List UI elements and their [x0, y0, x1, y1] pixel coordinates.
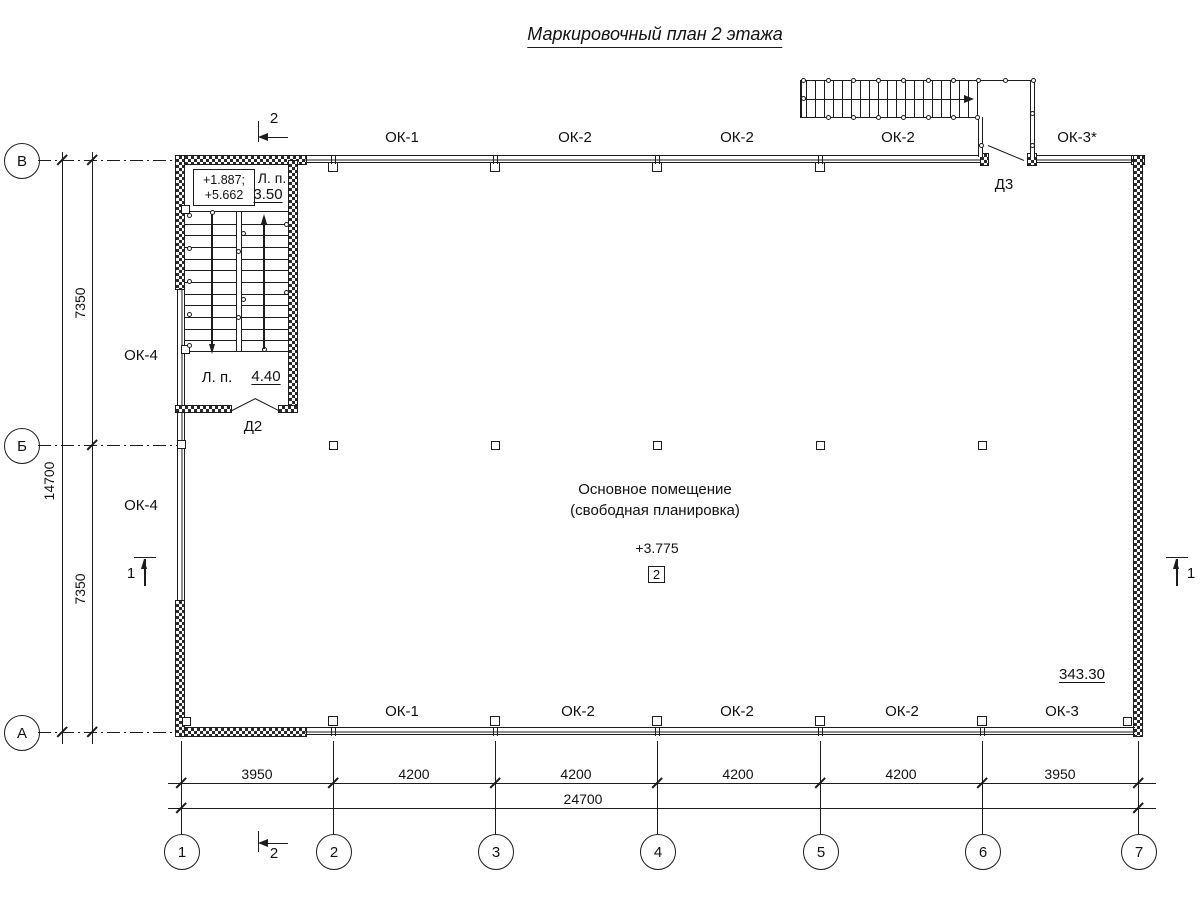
dim-text: 4200 — [722, 766, 754, 782]
dim-text: 4200 — [560, 766, 592, 782]
mullion-tick — [822, 155, 823, 164]
column-square — [815, 162, 825, 172]
stair-tread — [242, 247, 288, 248]
stair-tread — [185, 282, 236, 283]
axis-label: 2 — [329, 843, 339, 861]
section-marker-2-bottom-line — [266, 843, 288, 845]
ext-stair-post — [975, 115, 980, 120]
wall-right-hatched — [1133, 155, 1143, 737]
window-label-top: ОК-2 — [881, 129, 915, 146]
stair-tread — [242, 282, 288, 283]
ext-stair-post — [926, 78, 931, 83]
stair-arrow-up-stem — [263, 222, 265, 349]
mullion-tick — [335, 727, 336, 736]
section-marker-2-top-label: 2 — [269, 110, 279, 127]
ext-stair-tread — [851, 81, 852, 117]
ext-stair-post — [876, 78, 881, 83]
axis-label: 4 — [653, 843, 663, 861]
column-square — [815, 716, 825, 726]
extension-line — [181, 741, 182, 834]
stair-tread — [185, 317, 236, 318]
ext-stair-post — [901, 78, 906, 83]
dim-text: 4200 — [885, 766, 917, 782]
window-label-top: ОК-1 — [385, 129, 419, 146]
ext-stair-post — [851, 78, 856, 83]
elevation-mark-1: +1.887; — [202, 172, 246, 187]
stair-post — [241, 297, 246, 302]
dimension-line — [168, 808, 1156, 809]
stair-post — [236, 249, 241, 254]
dimension-line — [92, 152, 93, 744]
wall-left-hatched-upper — [175, 155, 185, 290]
window-label-bottom: ОК-2 — [885, 703, 919, 720]
dim-text-7350-lower: 7350 — [72, 573, 88, 605]
stair-post — [284, 290, 289, 295]
axis-label: 7 — [1134, 843, 1144, 861]
ext-stair-post — [926, 115, 931, 120]
dim-text: 4200 — [398, 766, 430, 782]
ext-stair-tread — [896, 81, 897, 117]
section-arrow-up-icon — [1173, 559, 1179, 569]
stair-tread — [242, 329, 288, 330]
axis-bubble-col-5 — [803, 834, 839, 870]
dim-text-14700: 14700 — [41, 461, 57, 501]
column-square — [491, 441, 500, 450]
extension-line — [657, 741, 658, 834]
wall-top-window-band — [305, 155, 982, 163]
stair-tread — [185, 270, 236, 271]
stair-tread — [242, 259, 288, 260]
ext-stair-post — [801, 96, 806, 101]
door-d2-label: Д2 — [243, 418, 263, 435]
stair-post — [236, 315, 241, 320]
stairwell-right-wall — [288, 160, 298, 413]
ext-stair-tread — [824, 81, 825, 117]
stair-tread — [185, 340, 236, 341]
axis-bubble-row-v — [4, 143, 40, 179]
ext-stair-tread — [887, 81, 888, 117]
elevation-marks-box — [193, 169, 255, 206]
wall-top-window-band-ok3 — [1037, 155, 1133, 163]
mullion-tick — [659, 155, 660, 164]
column-square — [978, 441, 987, 450]
stair-tread — [242, 305, 288, 306]
ext-stair-tread — [860, 81, 861, 117]
stair-tread — [185, 329, 236, 330]
door-d3-label: Д3 — [994, 176, 1014, 193]
window-label-left: ОК-4 — [124, 347, 158, 364]
column-square — [490, 716, 500, 726]
wall-bottom-hatched — [175, 727, 307, 737]
stair-tread — [242, 235, 288, 236]
ext-stair-landing-wall — [978, 117, 983, 157]
mullion-tick — [818, 727, 819, 736]
dim-text: 3950 — [1044, 766, 1076, 782]
room-name-line1: Основное помещение — [578, 481, 732, 498]
column-square — [652, 716, 662, 726]
stair-arrow-down-icon — [209, 344, 215, 354]
mullion-tick — [984, 727, 985, 736]
dim-text-total: 24700 — [563, 791, 603, 807]
stair-post — [187, 343, 192, 348]
section-marker-1-left-bar — [134, 557, 156, 559]
ext-stair-post — [801, 78, 806, 83]
ext-stair-tread — [842, 81, 843, 117]
section-arrow-left-icon — [258, 839, 268, 847]
axis-bubble-col-1 — [164, 834, 200, 870]
room-number: 2 — [652, 567, 661, 582]
axis-label: В — [16, 152, 27, 170]
ext-stair-post — [1030, 111, 1035, 116]
room-name-line2: (свободная планировка) — [570, 502, 740, 519]
section-marker-1-right-label: 1 — [1186, 565, 1196, 582]
ext-stair-post — [876, 115, 881, 120]
ext-stair-post — [826, 78, 831, 83]
axis-label: А — [16, 724, 27, 742]
mullion-tick — [822, 727, 823, 736]
section-marker-2-bottom-label: 2 — [269, 845, 279, 862]
ext-stair-tread — [833, 81, 834, 117]
stair-bottom-edge — [185, 351, 288, 352]
axis-bubble-col-6 — [965, 834, 1001, 870]
mullion-tick — [655, 727, 656, 736]
stair-post — [187, 246, 192, 251]
column-square — [328, 162, 338, 172]
wall-jamb-square — [1123, 717, 1132, 726]
mullion-tick — [331, 727, 332, 736]
ext-stair-arrow-right-icon — [964, 95, 974, 103]
section-arrow-left-icon — [258, 133, 268, 141]
ext-stair-post — [851, 115, 856, 120]
window-label-top: ОК-2 — [720, 129, 754, 146]
ext-stair-post — [979, 143, 984, 148]
window-label-bottom: ОК-2 — [720, 703, 754, 720]
stair-tread — [185, 247, 236, 248]
door-d2-opening-line — [255, 398, 279, 411]
stair-post — [241, 231, 246, 236]
extension-line — [820, 741, 821, 834]
mullion-tick — [655, 155, 656, 164]
area-annotation: 343.30 — [1059, 666, 1105, 683]
column-square — [329, 441, 338, 450]
stair-tread — [185, 294, 236, 295]
window-label-left: ОК-4 — [124, 497, 158, 514]
stair-post — [187, 312, 192, 317]
column-square — [652, 162, 662, 172]
dim-text: 3950 — [241, 766, 273, 782]
column-square — [816, 441, 825, 450]
stair-arrow-down-stem — [211, 214, 213, 345]
column-square — [328, 716, 338, 726]
extension-line — [333, 741, 334, 834]
ext-stair-post — [951, 115, 956, 120]
dim-text-7350-upper: 7350 — [72, 287, 88, 319]
window-label-bottom: ОК-2 — [561, 703, 595, 720]
dimension-line — [62, 152, 63, 744]
ext-stair-tread — [878, 81, 879, 117]
window-label-top: ОК-3* — [1057, 129, 1097, 146]
room-level-mark: +3.775 — [635, 540, 679, 556]
axis-label: 6 — [978, 843, 988, 861]
ext-stair-post — [1030, 143, 1035, 148]
landing-label-bottom: Л. п. — [201, 369, 233, 386]
axis-bubble-row-a — [4, 715, 40, 751]
stair-tread — [242, 224, 288, 225]
section-marker-1-right-bar — [1166, 557, 1188, 559]
axis-label: Б — [17, 437, 27, 455]
extension-line — [1138, 741, 1139, 834]
stair-tread — [242, 294, 288, 295]
axis-bubble-row-b — [4, 428, 40, 464]
stair-tread — [242, 270, 288, 271]
ext-stair-tread — [815, 81, 816, 117]
ext-stair-post — [976, 78, 981, 83]
elevation-mark-2: +5.662 — [204, 187, 244, 202]
dimension-line — [168, 783, 1156, 784]
column-square — [653, 441, 662, 450]
window-label-bottom: ОК-3 — [1045, 703, 1079, 720]
ext-stair-tread — [923, 81, 924, 117]
ext-stair-tread — [932, 81, 933, 117]
ext-stair-tread — [950, 81, 951, 117]
landing-label-top: Л. п. — [257, 170, 287, 186]
axis-label: 1 — [177, 843, 187, 861]
ext-stair-tread — [905, 81, 906, 117]
stairwell-bottom-wall-right — [278, 405, 298, 413]
mullion-tick — [331, 155, 332, 164]
mullion-tick — [980, 727, 981, 736]
axis-line — [38, 445, 178, 446]
ext-stair-tread — [941, 81, 942, 117]
stair-tread — [242, 317, 288, 318]
axis-bubble-col-2 — [316, 834, 352, 870]
stair-tread — [185, 235, 236, 236]
wall-bottom-window-band — [305, 727, 1135, 735]
ext-stair-tread — [869, 81, 870, 117]
drawing-title: Маркировочный план 2 этажа — [527, 24, 782, 48]
stair-post — [187, 213, 192, 218]
extension-line — [495, 741, 496, 834]
ext-stair-top-rail — [800, 80, 1036, 82]
stair-post — [187, 279, 192, 284]
axis-bubble-col-7 — [1121, 834, 1157, 870]
axis-label: 5 — [816, 843, 826, 861]
column-square — [977, 716, 987, 726]
mullion-tick — [818, 155, 819, 164]
extension-line — [982, 741, 983, 834]
stair-post — [284, 222, 289, 227]
ext-stair-tread — [806, 81, 807, 117]
section-marker-1-left-label: 1 — [126, 565, 136, 582]
mullion-tick — [493, 727, 494, 736]
ext-stair-post — [826, 115, 831, 120]
ext-stair-tread — [968, 81, 969, 117]
stair-tread — [242, 340, 288, 341]
door-d2-opening-line — [232, 398, 256, 411]
wall-jamb-square — [182, 717, 191, 726]
mullion-tick — [659, 727, 660, 736]
ext-stair-post — [951, 78, 956, 83]
window-label-bottom: ОК-1 — [385, 703, 419, 720]
ext-stair-post — [901, 115, 906, 120]
axis-bubble-col-4 — [640, 834, 676, 870]
stair-tread — [185, 224, 236, 225]
window-label-top: ОК-2 — [558, 129, 592, 146]
mullion-tick — [335, 155, 336, 164]
ext-stair-post — [1003, 78, 1008, 83]
stair-tread — [185, 259, 236, 260]
stair-arrow-up-icon — [261, 214, 267, 224]
landing-value-top: 3.50 — [253, 186, 283, 203]
ext-stair-post — [1031, 78, 1036, 83]
mullion-tick — [497, 155, 498, 164]
landing-value-bottom: 4.40 — [251, 368, 281, 385]
ext-stair-tread — [959, 81, 960, 117]
wall-jamb-square — [177, 440, 186, 449]
room-number-box — [648, 566, 665, 583]
section-arrow-up-icon — [141, 559, 147, 569]
mullion-tick — [493, 155, 494, 164]
stair-tread — [185, 305, 236, 306]
door-d3-leaf — [988, 145, 1024, 161]
stairwell-bottom-wall-left — [175, 405, 232, 413]
axis-bubble-col-3 — [478, 834, 514, 870]
column-square — [490, 162, 500, 172]
axis-label: 3 — [491, 843, 501, 861]
ext-stair-tread — [977, 81, 978, 117]
mullion-tick — [497, 727, 498, 736]
ext-stair-tread — [914, 81, 915, 117]
section-marker-2-top-line — [266, 137, 288, 139]
